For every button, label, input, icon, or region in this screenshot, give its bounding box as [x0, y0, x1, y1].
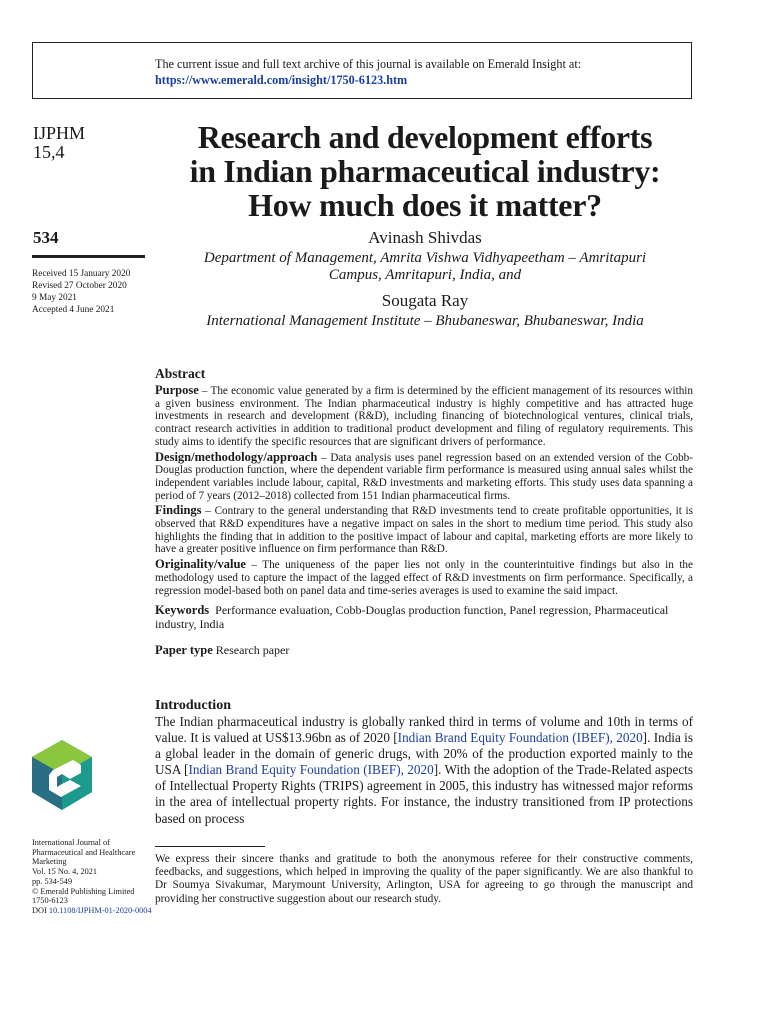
author-2: Sougata Ray: [381, 291, 469, 310]
abstract-heading: Abstract: [155, 366, 206, 381]
introduction-paragraph: The Indian pharmaceutical industry is globally ranked third in terms of volume and 10th in terms of value. It is valued at US$13.96bn as of 2020 [Indian Brand Equity Foundation (IBEF), 2020]. India is a global leader in the domain of generic drugs, with 20% of the production exported mainly to the USA [Indian Brand Equity Foundation (IBEF), 2020]. With the adoption of the Trade-Related aspects of Intellectual Property Rights (TRIPS) agreement in 2005, this industry has witnessed major reforms in the area of intellectual property rights. For instance, the industry transitioned from IP protections based on process: [155, 714, 693, 826]
abstract: [155, 366, 693, 658]
journal-abbr: IJPHM: [33, 123, 86, 143]
journal-info: International Journal of Pharmaceutical and Healthcare Marketing Vol. 15 No. 4, 2021 pp. 534-549 © Emerald Publishing Limited 1750-6123 DOI 10.1108/IJPHM-01-2020-0004: [32, 838, 152, 915]
abstract-design: Design/methodology/approach – Data analysis uses panel regression based on an extended version of the Cobb-Douglas production function, where the dependent variable firm performance is measured using annual sales whilst the independent variables include labour, capital, R&D investments and marketing efforts. This study uses data spanning a period of 7 years (2012–2018) collected from 151 Indian pharmaceutical firms.: [155, 449, 693, 502]
notice-text: [155, 56, 581, 88]
acknowledgement-footnote: We express their sincere thanks and gratitude to both the anonymous referee for their constructive comments, feedbacks, and suggestions, which helped in improving the quality of the paper significantly. We are also thankful to Dr Soumya Sivakumar, Marymount University, Arlington, USA for agreeing to go through the manuscript and providing her constructive suggestion about our research study.: [155, 853, 693, 905]
introduction: [155, 698, 693, 827]
affiliation-2: International Management Institute – Bhubaneswar, Bhubaneswar, India: [206, 313, 644, 329]
article-title: [150, 120, 700, 222]
author-1: Avinash Shivdas: [368, 228, 482, 247]
title-line: How much does it matter?: [248, 187, 602, 223]
date-received: Received 15 January 2020: [32, 269, 131, 279]
abstract-originality: Originality/value – The uniqueness of the paper lies not only in the counterintuitive findings but also in the methodology used to capture the impact of the lagged effect of R&D investments on firm performance. Specifically, a regression model-based both on panel data and time-series averages is used to examine the said impact.: [155, 557, 693, 597]
keywords: Keywords Performance evaluation, Cobb-Douglas production function, Panel regression, Pharmaceutical industry, India: [155, 603, 669, 632]
citation-link[interactable]: Indian Brand Equity Foundation (IBEF), 2020: [188, 762, 434, 778]
doi-link[interactable]: 10.1108/IJPHM-01-2020-0004: [48, 905, 152, 915]
submission-dates: [32, 268, 130, 316]
footnote-rule: [155, 846, 265, 847]
doi-line: DOI 10.1108/IJPHM-01-2020-0004: [32, 905, 152, 915]
date-revised: Revised 27 October 2020: [32, 281, 127, 291]
abstract-purpose: Purpose – The economic value generated by a firm is determined by the efficient management of its resources within a given business environment. The Indian pharmaceutical industry is highly competitive and has attracted huge investments in research and development (R&D), including financing of biotechnological ventures, clinical trials, contract research activities in addition to traditional product development and filing of regulatory requirements. This study aims to identify the specific resources that are significant drivers of performance.: [155, 383, 693, 448]
emerald-logo-icon: [32, 740, 92, 810]
abstract-findings: Findings – Contrary to the general understanding that R&D investments tend to create profitable opportunities, it is observed that R&D expenditures have a negative impact on sales in the short to medium time period. This study also highlights the finding that in addition to the positive impact of labour and capital, marketing efforts are more likely to have a greater positive influence on firm performance than R&D.: [155, 503, 693, 556]
volume-issue: 15,4: [33, 142, 65, 162]
affiliation-1: [150, 250, 700, 284]
title-line: Research and development efforts: [197, 119, 653, 155]
date-revised-2: 9 May 2021: [32, 293, 77, 303]
notice-line: The current issue and full text archive of this journal is available on Emerald Insight at:: [155, 57, 582, 71]
journal-abbreviation: [33, 124, 85, 162]
journal-url-link[interactable]: https://www.emerald.com/insight/1750-6123.htm: [155, 73, 408, 87]
page-number: 534: [33, 228, 59, 247]
journal-notice-box: [32, 42, 692, 99]
title-line: in Indian pharmaceutical industry:: [189, 153, 661, 189]
citation-link[interactable]: Indian Brand Equity Foundation (IBEF), 2020: [397, 730, 643, 746]
affiliation-1-line: Department of Management, Amrita Vishwa Vidhyapeetham – Amritapuri: [203, 250, 647, 266]
paper-type: Paper type Research paper: [155, 643, 290, 658]
affiliation-1-line: Campus, Amritapuri, India, and: [328, 267, 522, 283]
page-number-rule: [32, 255, 145, 258]
date-accepted: Accepted 4 June 2021: [32, 305, 115, 315]
introduction-heading: Introduction: [155, 698, 231, 713]
